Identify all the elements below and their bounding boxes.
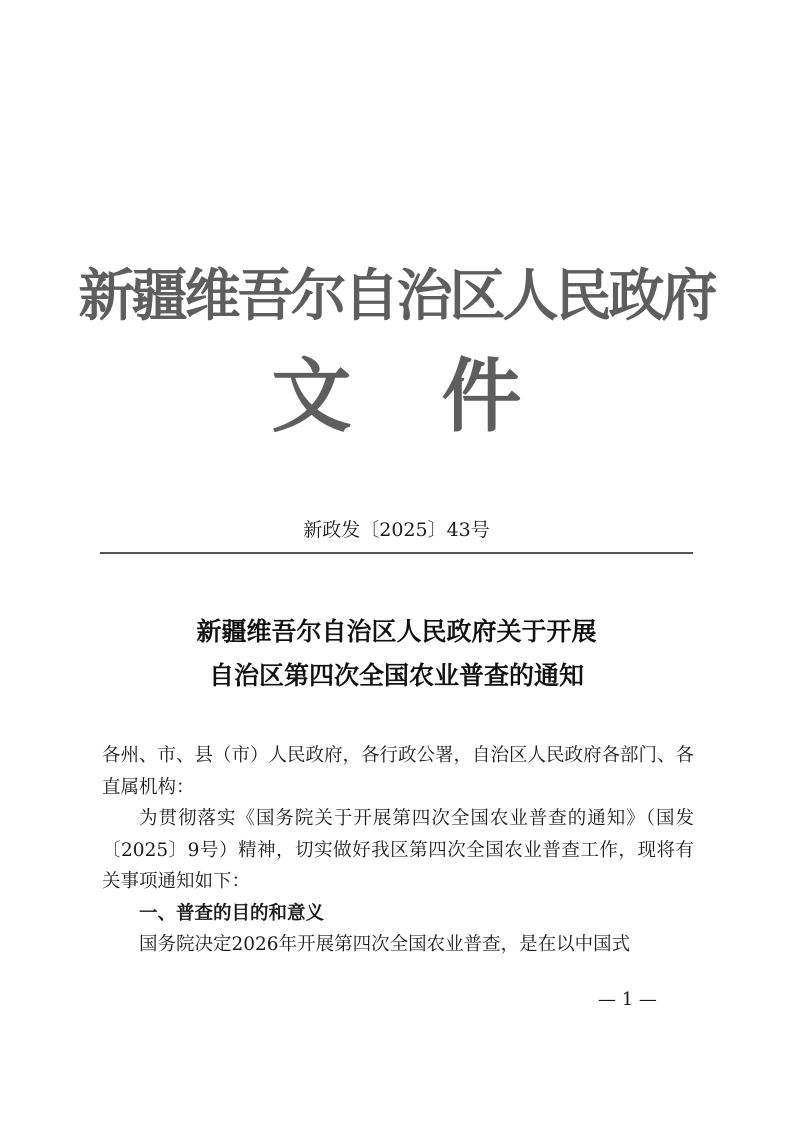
title-line-2: 自治区第四次全国农业普查的通知 (208, 661, 584, 690)
document-type-label (0, 348, 793, 444)
addressee-paragraph: 各州、市、县（市）人民政府，各行政公署，自治区人民政府各部门、各直属机构： (102, 745, 695, 798)
section-heading-1: 一、普查的目的和意义 (139, 902, 325, 924)
document-word-wen: 文 (271, 349, 352, 443)
document-title (0, 610, 793, 698)
header-divider-line (100, 552, 693, 554)
page-number: — 1 — (598, 989, 657, 1010)
document-body (102, 740, 694, 961)
intro-paragraph: 为贯彻落实《国务院关于开展第四次全国农业普查的通知》（国发〔2025〕9号）精神，切实做好我区第四次全国农业普查工作，现将有关事项通知如下： (102, 808, 694, 892)
section-1-paragraph: 国务院决定2026年开展第四次全国农业普查，是在以中国式 (139, 934, 631, 955)
document-word-jian: 件 (441, 349, 522, 443)
document-number: 新政发〔2025〕43号 (303, 519, 490, 541)
title-line-1: 新疆维吾尔自治区人民政府关于开展 (196, 617, 597, 646)
issuing-authority-name: 新疆维吾尔自治区人民政府 (78, 263, 715, 329)
